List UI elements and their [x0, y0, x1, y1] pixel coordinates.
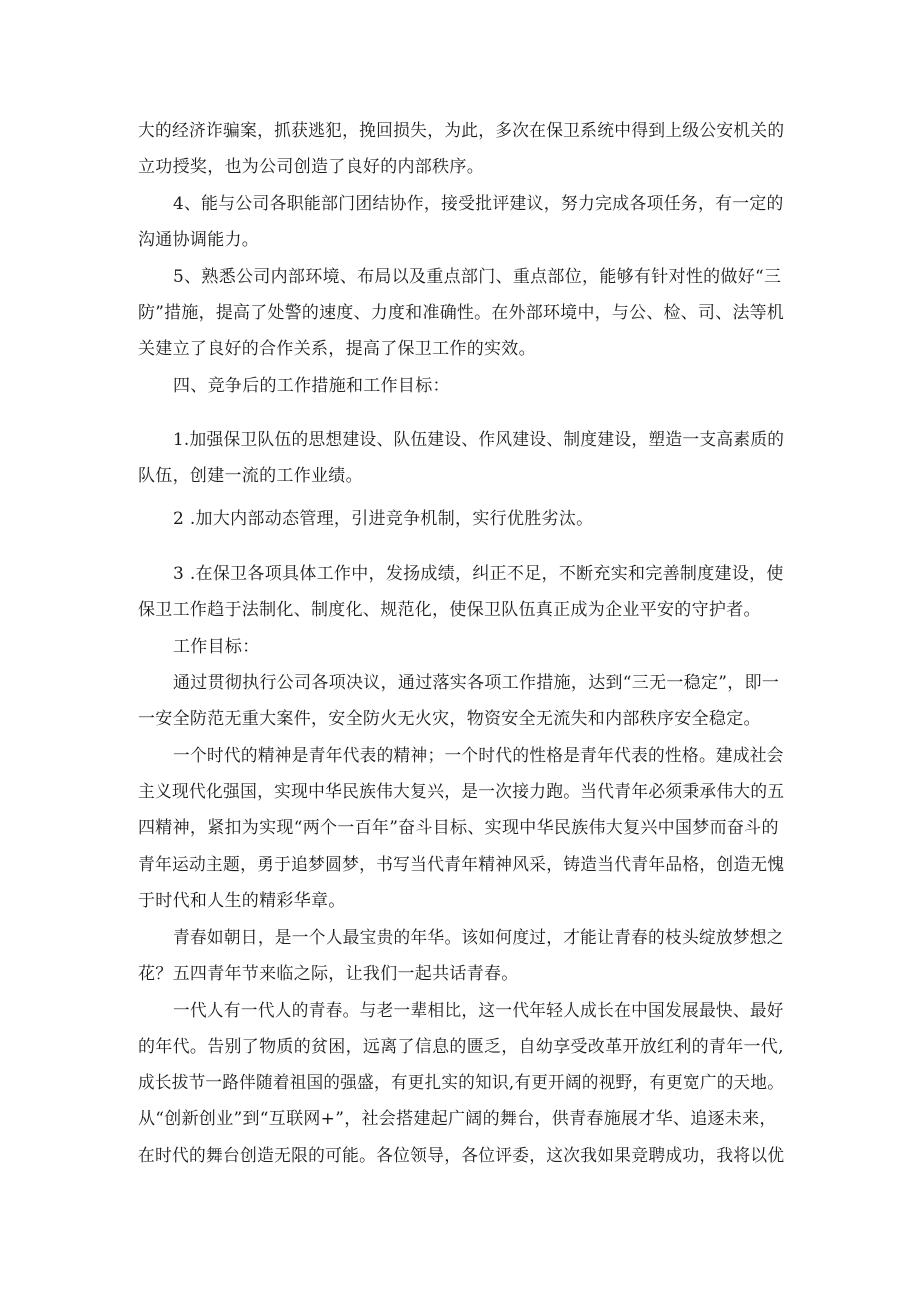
- text-line: 关建立了良好的合作关系，提高了保卫工作的实效。: [138, 339, 536, 359]
- text-line: 于时代和人生的精彩华章。: [138, 891, 346, 911]
- text-line: 立功授奖，也为公司创造了良好的内部秩序。: [138, 157, 484, 177]
- text-line: 青春如朝日，是一个人最宝贵的年华。该如何度过，才能让青春的枝头绽放梦想之: [173, 928, 784, 948]
- text-line: 2 .加大内部动态管理，引进竞争机制，实行优胜劣汰。: [173, 509, 594, 529]
- text-line: 的年代。告别了物质的贫困，远离了信息的匮乏，自幼享受改革开放红利的青年一代,: [138, 1037, 784, 1057]
- text-line: 沟通协调能力。: [138, 230, 260, 250]
- text-line: 花？五四青年节来临之际，让我们一起共话青春。: [138, 964, 519, 984]
- text-line: 队伍，创建一流的工作业绩。: [138, 466, 363, 486]
- text-line: 在时代的舞台创造无限的可能。各位领导，各位评委，这次我如果竞聘成功，我将以优: [138, 1146, 785, 1166]
- text-line: 一个时代的精神是青年代表的精神；一个时代的性格是青年代表的性格。建成社会: [173, 746, 784, 766]
- text-line: 4、能与公司各职能部门团结协作，接受批评建议，努力完成各项任务，有一定的: [173, 194, 784, 214]
- text-line: 大的经济诈骗案，抓获逃犯，挽回损失，为此，多次在保卫系统中得到上级公安机关的: [138, 121, 785, 141]
- section-heading: 四、竞争后的工作措施和工作目标：: [173, 376, 450, 396]
- text-line: 5、熟悉公司内部环境、布局以及重点部门、重点部位，能够有针对性的做好“三: [173, 267, 782, 287]
- text-line: 主义现代化强国，实现中华民族伟大复兴，是一次接力跑。当代青年必须秉承伟大的五: [138, 782, 785, 802]
- text-line: 一代人有一代人的青春。与老一辈相比，这一代年轻人成长在中国发展最快、最好: [173, 1001, 784, 1021]
- text-line: 一安全防范无重大案件，安全防火无火灾，物资安全无流失和内部秩序安全稳定。: [138, 709, 761, 729]
- text-line: 青年运动主题，勇于追梦圆梦，书写当代青年精神风采，铸造当代青年品格，创造无愧: [138, 855, 785, 875]
- text-line: 从“创新创业”到“互联网+”，社会搭建起广阔的舞台，供青春施展才华、追逐未来，: [138, 1109, 777, 1129]
- text-line: 防”措施，提高了处警的速度、力度和准确性。在外部环境中，与公、检、司、法等机: [138, 303, 785, 323]
- text-line: 通过贯彻执行公司各项决议，通过落实各项工作措施，达到“三无一稳定”，即一: [173, 673, 780, 693]
- subheading: 工作目标：: [173, 637, 260, 657]
- text-line: 四精神，紧扣为实现“两个一百年”奋斗目标、实现中华民族伟大复兴中国梦而奋斗的: [138, 818, 779, 838]
- text-line: 3 .在保卫各项具体工作中，发扬成绩，纠正不足，不断充实和完善制度建设，使: [173, 564, 784, 584]
- text-line: 1.加强保卫队伍的思想建设、队伍建设、作风建设、制度建设，塑造一支高素质的: [173, 430, 785, 450]
- text-line: 保卫工作趋于法制化、制度化、规范化，使保卫队伍真正成为企业平安的守护者。: [138, 600, 761, 620]
- text-line: 成长拔节一路伴随着祖国的强盛，有更扎实的知识,有更开阔的视野，有更宽广的天地。: [138, 1073, 785, 1093]
